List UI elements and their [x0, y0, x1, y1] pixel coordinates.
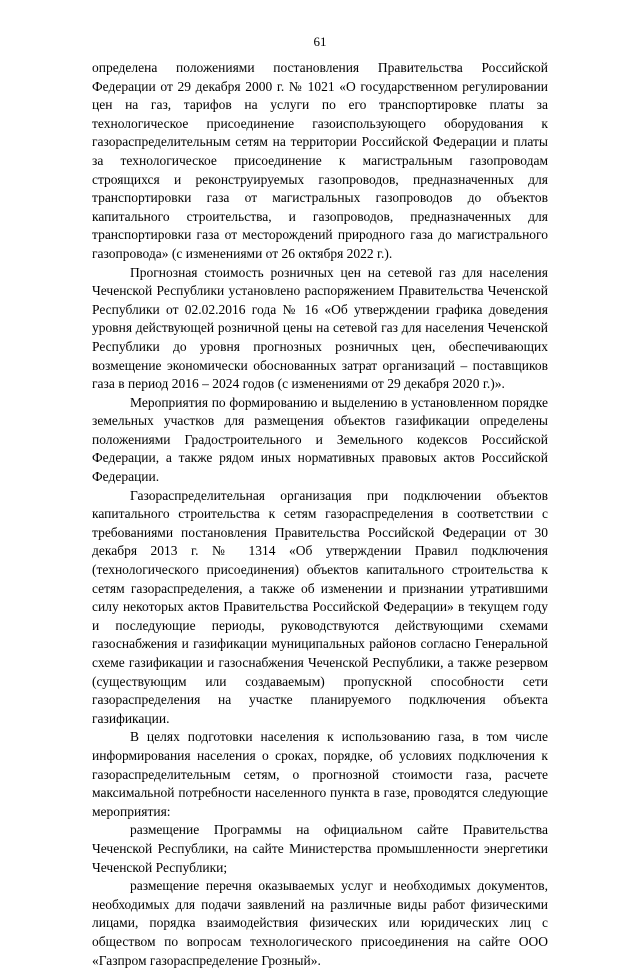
paragraph-forecast-retail-price: Прогнозная стоимость розничных цен на сетевой газ для населения Чеченской Республики установлено распоряжением Правительства Чеченской Республики от 02.02.2016 года № 16 «Об утверждении графика доведения уровня действующей розничной цены на сетевой газ для населения Чеченской Республики до уровня прогнозных розничных цен, обеспечивающих возмещение экономически обоснованных затрат организаций – поставщиков газа в период 2016 – 2024 годов (с изменениями от 29 декабря 2020 г.)».	[92, 264, 548, 392]
paragraph-gas-tariff-regulation: определена положениями постановления Правительства Российской Федерации от 29 декабря 2000 г. № 1021 «О государственном регулировании цен на газ, тарифов на услуги по его транспортировке платы за технологическое присоединение газоиспользующего оборудования к газораспределительным сетям на территории Российской Федерации и платы за технологическое присоединение к магистральным газопроводам строящихся и реконструируемых газопроводов, предназначенных для транспортировки газа от магистральных газопроводов до объектов капитального строительства, и газопроводов, предназначенных для транспортировки газа от месторождений природного газа до магистрального газопровода» (с изменениями от 26 октября 2022 г.).	[92, 60, 548, 261]
document-body	[92, 59, 548, 970]
paragraph-services-list-publication: размещение перечня оказываемых услуг и необходимых документов, необходимых для подачи заявлений на различные виды работ физическими лицами, порядка взаимодействия физических или юридических лиц с обществом по вопросам технологического присоединения на сайте ООО «Газпром газораспределение Грозный».	[92, 878, 548, 968]
paragraph-gas-distribution-connection: Газораспределительная организация при подключении объектов капитального строительства к сетям газораспределения в соответствии с требованиями постановления Правительства Российской Федерации от 30 декабря 2013 г. № 1314 «Об утверждении Правил подключения (технологического присоединения) объектов капитального строительства к сетям газораспределения, а также об изменении и признании утратившими силу некоторых актов Правительства Российской Федерации» в текущем году и последующие периоды, руководствуются действующими схемами газоснабжения и газификации муниципальных районов согласно Генеральной схеме газификации и газоснабжения Чеченской Республики, а также резервом (существующим или создаваемым) пропускной способности сети газораспределения на участке планируемого подключения объекта газификации.	[92, 487, 548, 726]
page-number: 61	[313, 34, 327, 49]
paragraph-population-preparation: В целях подготовки населения к использованию газа, в том числе информирования населения о сроках, порядке, об условиях подключения к газораспределительным сетям, о прогнозной стоимости газа, расчете максимальной потребности населенного пункта в газе, проводятся следующие мероприятия:	[92, 729, 548, 819]
paragraph-program-publication: размещение Программы на официальном сайте Правительства Чеченской Республики, на сайте Министерства промышленности энергетики Чеченской Республики;	[92, 822, 548, 875]
paragraph-land-allocation: Мероприятия по формированию и выделению в установленном порядке земельных участков для размещения объектов газификации определены положениями Градостроительного и Земельного кодексов Российской Федерации, а также рядом иных нормативных правовых актов Российской Федерации.	[92, 394, 548, 485]
